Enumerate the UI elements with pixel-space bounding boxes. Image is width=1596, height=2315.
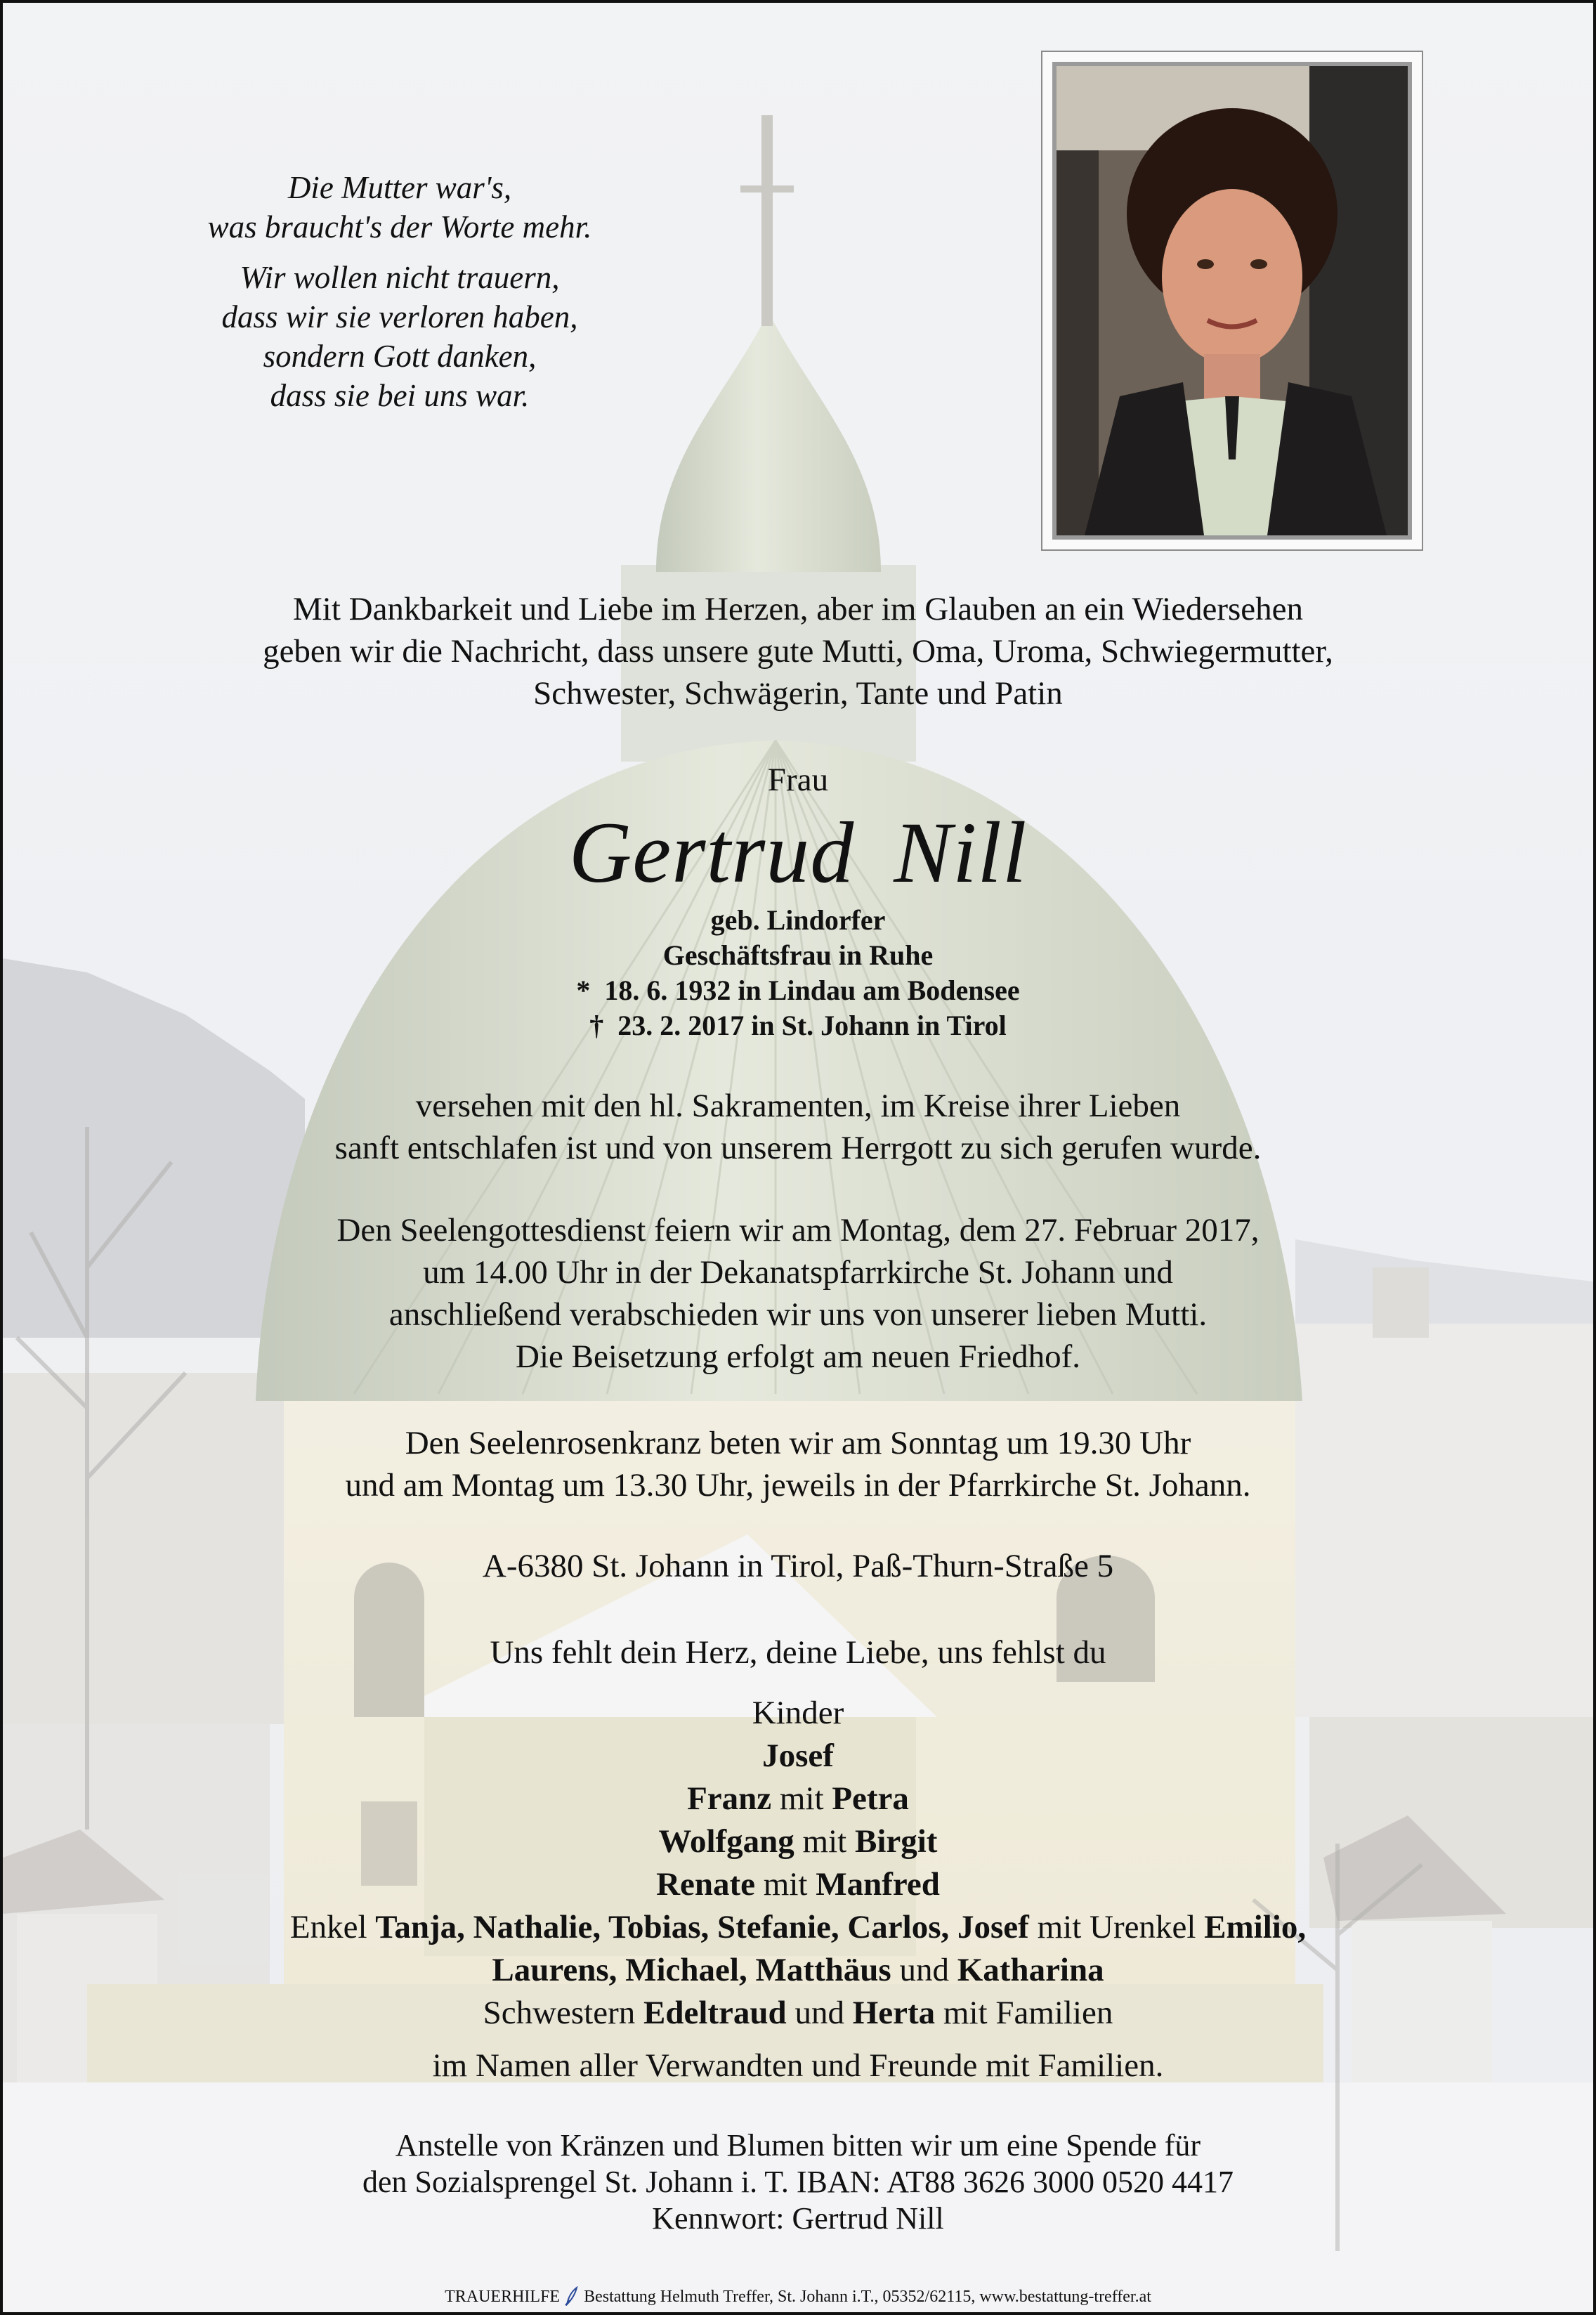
donation-line: Kennwort: Gertrud Nill: [652, 2201, 944, 2236]
occupation: Geschäftsfrau in Ruhe: [662, 939, 934, 971]
salutation: Frau: [767, 762, 829, 798]
family-list: [3, 1692, 1593, 2035]
footer-text: Bestattung Helmuth Treffer, St. Johann i.T., 05352/62115, www.bestattung-treffer.at: [584, 2288, 1151, 2306]
poem-stanza-1: [108, 168, 691, 247]
service-line: Den Seelengottesdienst feiern wir am Montag, dem 27. Februar 2017,: [336, 1212, 1260, 1248]
siblings-row: [3, 1992, 1593, 2035]
grandchildren-names: Tanja, Nathalie, Tobias, Stefanie, Carlos, Josef: [375, 1909, 1029, 1945]
siblings-tail: mit Familien: [943, 1995, 1113, 2031]
child-name: Josef: [762, 1737, 834, 1774]
intro-line: Schwester, Schwägerin, Tante und Patin: [533, 675, 1063, 712]
child-row: [3, 1863, 1593, 1906]
intro-line: Mit Dankbarkeit und Liebe im Herzen, aber im Glauben an ein Wiedersehen: [292, 591, 1304, 627]
child-name: Renate: [656, 1866, 756, 1903]
sister-name: Herta: [852, 1995, 936, 2031]
great-grandchild-name: Emilio,: [1204, 1909, 1307, 1945]
deceased-details: [3, 903, 1593, 1043]
child-row: [3, 1820, 1593, 1863]
deceased-name: Gertrud Nill: [568, 804, 1028, 901]
donation-line: Anstelle von Kränzen und Blumen bitten wir um eine Spende für: [395, 2128, 1201, 2163]
rosary-paragraph: [3, 1422, 1593, 1506]
portrait-photo-frame: [1041, 51, 1423, 551]
footer: [3, 2286, 1593, 2307]
death-date: † 23. 2. 2017 in St. Johann in Tirol: [589, 1010, 1007, 1041]
relatives-line: im Namen aller Verwandten und Freunde mit Familien.: [432, 2047, 1164, 2084]
poem-line: sondern Gott danken,: [263, 339, 537, 374]
intro-paragraph: [3, 588, 1593, 715]
poem-line: dass wir sie verloren haben,: [221, 299, 578, 334]
connector: mit: [779, 1780, 824, 1817]
donation-paragraph: [3, 2127, 1593, 2237]
portrait-photo: [1052, 62, 1412, 540]
connector: und: [899, 1952, 949, 1988]
poem-line: Wir wollen nicht trauern,: [240, 260, 560, 295]
rosary-line: Den Seelenrosenkranz beten wir am Sonntag um 19.30 Uhr: [405, 1425, 1191, 1461]
service-line: anschließend verabschieden wir uns von unserer lieben Mutti.: [388, 1296, 1208, 1333]
sister-name: Edeltraud: [643, 1995, 787, 2031]
poem-stanza-2: [108, 258, 691, 415]
connector: mit: [763, 1866, 808, 1903]
child-row: [3, 1778, 1593, 1820]
address: A-6380 St. Johann in Tirol, Paß-Thurn-Straße 5: [482, 1548, 1114, 1584]
connector: und: [794, 1995, 844, 2031]
rosary-line: und am Montag um 13.30 Uhr, jeweils in der Pfarrkirche St. Johann.: [345, 1467, 1251, 1504]
siblings-label: Schwestern: [483, 1995, 636, 2031]
poem-line: Die Mutter war's,: [287, 170, 512, 205]
birth-date: * 18. 6. 1932 in Lindau am Bodensee: [576, 974, 1020, 1006]
partner-name: Petra: [832, 1780, 909, 1817]
intro-line: geben wir die Nachricht, dass unsere gute Mutti, Oma, Uroma, Schwiegermutter,: [263, 633, 1333, 670]
partner-name: Manfred: [816, 1866, 940, 1903]
child-name: Wolfgang: [658, 1823, 794, 1860]
great-grandchildren-names: Laurens, Michael, Matthäus: [492, 1952, 891, 1988]
service-line: Die Beisetzung erfolgt am neuen Friedhof.: [516, 1338, 1080, 1375]
passing-paragraph: [3, 1085, 1593, 1169]
kinder-label: Kinder: [752, 1695, 844, 1731]
passing-line: sanft entschlafen ist und von unserem Herrgott zu sich gerufen wurde.: [334, 1130, 1262, 1166]
poem-line: was braucht's der Worte mehr.: [207, 209, 592, 244]
great-grandchildren-row: [3, 1949, 1593, 1992]
child-row: [3, 1735, 1593, 1778]
grandchildren-row: [3, 1906, 1593, 1949]
closing-line: Uns fehlt dein Herz, deine Liebe, uns fehlst du: [490, 1634, 1106, 1671]
donation-line: den Sozialsprengel St. Johann i. T. IBAN: AT88 3626 3000 0520 4417: [362, 2165, 1234, 2199]
born-name: geb. Lindorfer: [710, 904, 886, 936]
great-grandchild-name: Katharina: [957, 1952, 1104, 1988]
service-line: um 14.00 Uhr in der Dekanatspfarrkirche St. Johann und: [423, 1254, 1173, 1291]
footer-label: TRAUERHILFE: [445, 2288, 561, 2306]
poem-line: dass sie bei uns war.: [270, 378, 530, 413]
partner-name: Birgit: [854, 1823, 938, 1860]
urenkel-label: mit Urenkel: [1037, 1909, 1196, 1945]
enkel-label: Enkel: [289, 1909, 367, 1945]
child-name: Franz: [687, 1780, 772, 1817]
passing-line: versehen mit den hl. Sakramenten, im Kreise ihrer Lieben: [415, 1088, 1181, 1124]
connector: mit: [802, 1823, 847, 1860]
service-paragraph: [3, 1209, 1593, 1378]
feather-icon: [564, 2286, 580, 2306]
